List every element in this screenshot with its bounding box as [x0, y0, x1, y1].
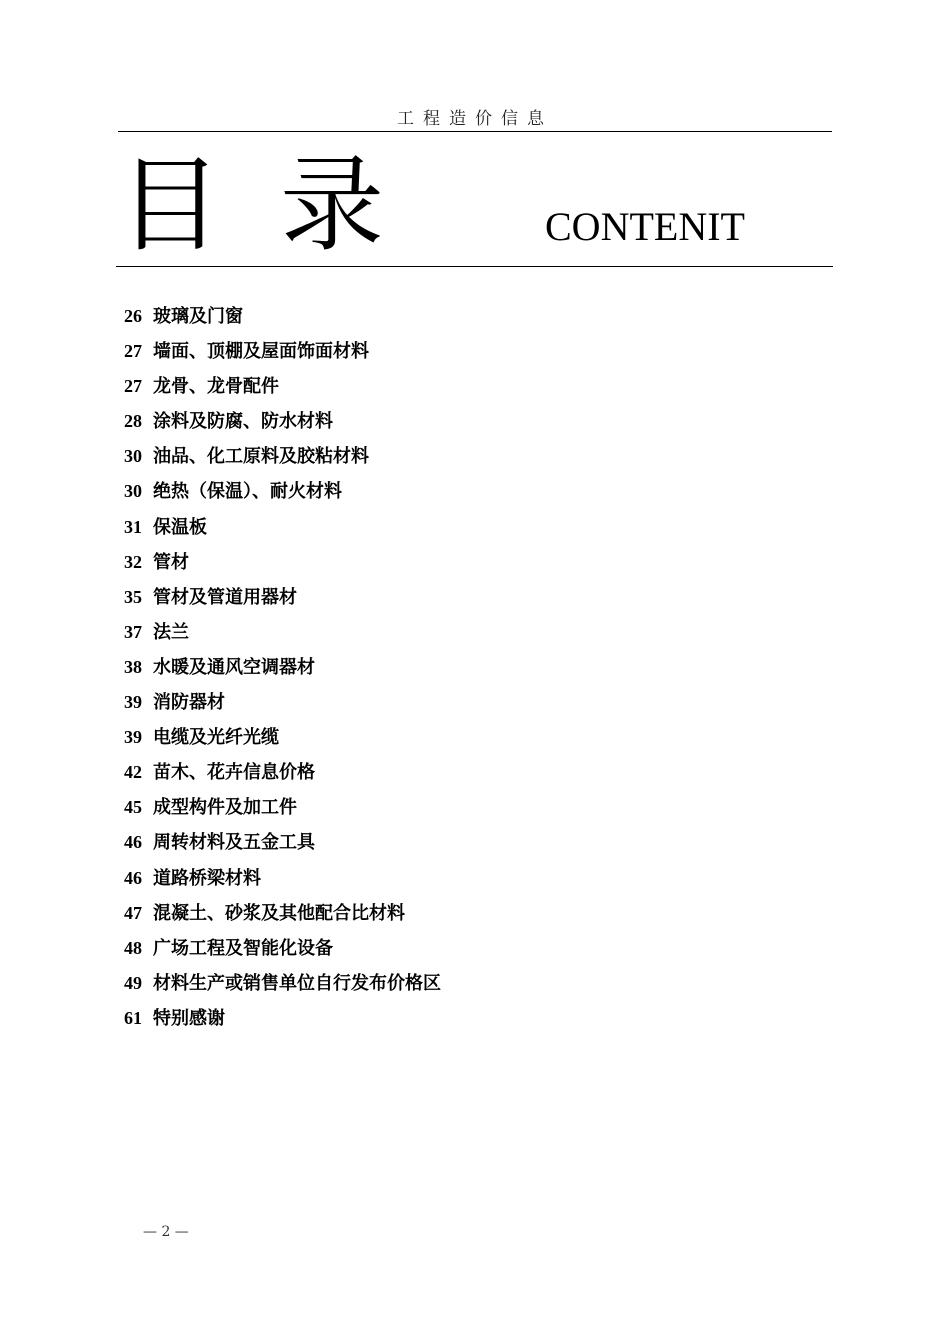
toc-entry-label: 涂料及防腐、防水材料: [153, 411, 333, 433]
toc-page-number: 26: [124, 306, 142, 326]
toc-page-number: 49: [124, 972, 142, 993]
toc-entry-label: 成型构件及加工件: [153, 797, 297, 819]
toc-page-number: 48: [124, 937, 142, 958]
toc-entry-label: 墙面、顶棚及屋面饰面材料: [153, 341, 369, 363]
toc-entry[interactable]: [124, 406, 441, 441]
toc-entry-label: 电缆及光纤光缆: [153, 727, 279, 749]
toc-page-number: 61: [124, 1007, 142, 1028]
toc-entry-label: 道路桥梁材料: [153, 867, 261, 889]
toc-entry-label: 周转材料及五金工具: [153, 832, 315, 854]
toc-entry[interactable]: [124, 441, 441, 476]
toc-entry[interactable]: [124, 968, 441, 1003]
toc-entry[interactable]: [124, 898, 441, 933]
title-rule: [116, 266, 833, 267]
toc-entry[interactable]: [124, 722, 441, 757]
toc-entry-label: 特别感谢: [153, 1007, 225, 1029]
toc-entry[interactable]: [124, 336, 441, 371]
toc-page-number: 46: [124, 867, 142, 888]
toc-entry[interactable]: [124, 1003, 441, 1038]
page-title-chinese: 目录: [118, 144, 443, 266]
toc-page-number: 37: [124, 621, 142, 642]
header-rule: [118, 131, 832, 132]
toc-page-number: 45: [124, 797, 142, 818]
toc-page-number: 35: [124, 586, 142, 607]
toc-page-number: 27: [124, 376, 142, 397]
toc-page-number: 28: [124, 411, 142, 432]
toc-entry[interactable]: [124, 652, 441, 687]
toc-page-number: 31: [124, 516, 142, 537]
toc-page-number: 27: [124, 341, 142, 362]
toc-page-number: 32: [124, 551, 142, 572]
table-of-contents: [124, 301, 441, 1038]
toc-page-number: 30: [124, 481, 142, 502]
toc-entry[interactable]: [124, 687, 441, 722]
toc-entry-label: 消防器材: [153, 692, 225, 714]
page-number: — 2 —: [143, 1224, 189, 1240]
toc-entry[interactable]: [124, 757, 441, 792]
toc-entry[interactable]: [124, 933, 441, 968]
toc-entry[interactable]: [124, 792, 441, 827]
toc-entry-label: 龙骨、龙骨配件: [153, 376, 279, 398]
toc-entry[interactable]: [124, 371, 441, 406]
toc-page-number: 42: [124, 762, 142, 783]
running-header: 工程造价信息: [397, 109, 553, 129]
toc-page-number: 39: [124, 727, 142, 748]
toc-entry[interactable]: [124, 617, 441, 652]
toc-entry[interactable]: [124, 827, 441, 862]
toc-page-number: 46: [124, 832, 142, 853]
toc-entry[interactable]: [124, 547, 441, 582]
toc-entry-label: 广场工程及智能化设备: [153, 937, 333, 959]
toc-entry[interactable]: [124, 301, 441, 336]
page-title-english: CONTENIT: [545, 204, 745, 249]
toc-entry-label: 油品、化工原料及胶粘材料: [153, 446, 369, 468]
toc-entry-label: 苗木、花卉信息价格: [153, 762, 315, 784]
toc-entry[interactable]: [124, 476, 441, 511]
toc-page-number: 47: [124, 902, 142, 923]
toc-entry-label: 管材: [153, 551, 189, 573]
toc-entry-label: 玻璃及门窗: [153, 306, 243, 327]
toc-entry-label: 水暖及通风空调器材: [153, 656, 315, 678]
toc-page-number: 39: [124, 692, 142, 713]
toc-entry-label: 绝热（保温）、耐火材料: [153, 481, 342, 503]
toc-entry-label: 保温板: [153, 516, 207, 538]
toc-entry[interactable]: [124, 512, 441, 547]
toc-page-number: 38: [124, 656, 142, 677]
toc-entry-label: 材料生产或销售单位自行发布价格区: [153, 972, 441, 994]
toc-entry[interactable]: [124, 582, 441, 617]
toc-entry-label: 法兰: [153, 621, 189, 643]
toc-entry-label: 管材及管道用器材: [153, 586, 297, 608]
toc-entry[interactable]: [124, 863, 441, 898]
toc-entry-label: 混凝土、砂浆及其他配合比材料: [153, 902, 405, 924]
toc-page-number: 30: [124, 446, 142, 467]
